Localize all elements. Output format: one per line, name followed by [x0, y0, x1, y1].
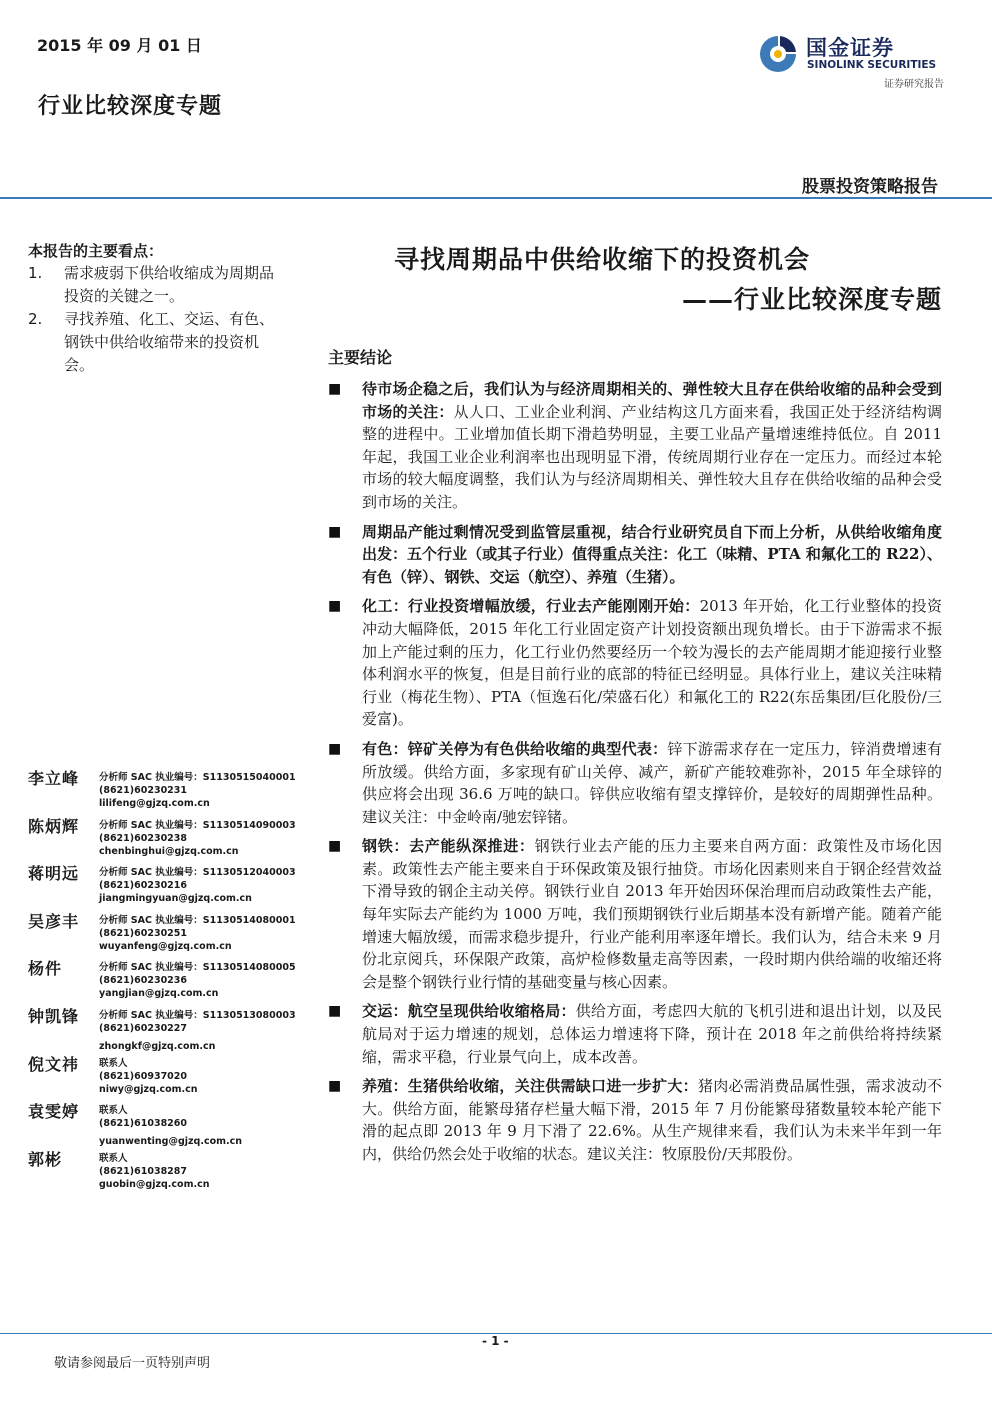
analyst-info-line: 联系人 — [99, 1105, 128, 1117]
analyst-info-line: (8621)60230227 — [99, 1022, 188, 1034]
highlights-heading: 本报告的主要看点： — [28, 242, 164, 260]
analyst-entry — [28, 1099, 318, 1147]
analyst-info-line: (8621)61038260 — [99, 1118, 188, 1130]
analyst-email: niwy@gjzq.com.cn — [99, 1083, 198, 1095]
conclusion-lead: 交运：航空呈现供给收缩格局： — [362, 1002, 576, 1021]
analyst-info — [99, 1057, 198, 1096]
conclusion-lead: 周期品产能过剩情况受到监管层重视，结合行业研究员自下而上分析，从供给收缩角度出发：五个行业（或其子行业）值得重点关注：化工（味精、PTA 和氟化工的 R22）、有色（锌）、钢铁、交运（航空）、养殖（生猪）。 — [362, 522, 942, 586]
square-bullet-icon: ■ — [328, 740, 342, 757]
report-date: 2015 年 09 月 01 日 — [37, 36, 202, 55]
analyst-email: chenbinghui@gjzq.com.cn — [99, 845, 239, 857]
conclusion-lead: 有色：锌矿关停为有色供给收缩的典型代表： — [362, 739, 668, 758]
conclusion-lead: 养殖：生猪供给收缩，关注供需缺口进一步扩大： — [362, 1077, 698, 1096]
analyst-info-line: (8621)60230236 — [99, 975, 188, 987]
conclusion-item — [328, 378, 942, 514]
analyst-info-line: 分析师 SAC 执业编号：S1130515040001 — [99, 772, 296, 783]
analyst-info-line: 分析师 SAC 执业编号：S1130514080001 — [99, 914, 296, 926]
conclusion-lead: 待市场企稳之后，我们认为与经济周期相关的、弹性较大且存在供给收缩的品种会受到市场的关注： — [362, 380, 942, 421]
conclusion-body: 钢铁行业去产能的压力主要来自两方面：政策性及市场化因素。政策性去产能主要来自于环保政策及银行抽贷。市场化因素则来自于钢企经营效益下滑导致的钢企主动关停。钢铁行业自 2013 年开始因环保治理而启动政策性去产能，每年实际去产能约为 1000 万吨，我们预期钢铁行业后期基本没有新增产能。随着产能增速大幅放缓，而需求稳步提升，行业产能利用率逐年增长。我们认为，结合未来 9 月份北京阅兵，环保限产政策，高炉检修数量走高等因素，一段时期内供给端的收缩还将会是整个钢铁行业行情的基础变量与核心因素。 — [362, 837, 942, 991]
conclusion-item — [328, 835, 942, 993]
highlights-list — [28, 262, 278, 377]
conclusion-item — [328, 1000, 942, 1068]
conclusion-lead: 化工：行业投资增幅放缓，行业去产能刚刚开始： — [362, 597, 700, 616]
analyst-info-line: (8621)60230231 — [99, 785, 188, 796]
analyst-info — [99, 866, 296, 905]
conclusions-heading: 主要结论 — [328, 348, 393, 367]
analyst-name: 吴彦丰 — [28, 911, 80, 931]
analyst-info — [99, 961, 296, 1000]
analyst-list — [28, 766, 318, 1194]
analyst-email: yuanwenting@gjzq.com.cn — [99, 1136, 243, 1148]
analyst-name: 郭彬 — [28, 1149, 63, 1169]
analyst-info — [99, 1152, 209, 1191]
conclusion-item — [328, 1075, 942, 1165]
square-bullet-icon: ■ — [328, 1003, 342, 1020]
square-bullet-icon: ■ — [328, 381, 342, 397]
analyst-info — [99, 1009, 296, 1053]
report-subtitle: ——行业比较深度专题 — [681, 285, 942, 314]
disclaimer-note: 敬请参阅最后一页特别声明 — [54, 1356, 211, 1371]
square-bullet-icon: ■ — [328, 598, 342, 615]
analyst-info — [99, 819, 296, 858]
analyst-entry — [28, 814, 318, 862]
analyst-entry — [28, 1147, 318, 1195]
conclusion-body: 供给方面，考虑四大航的飞机引进和退出计划，以及民航局对于运力增速的规划，总体运力增速将下降，预计在 2018 年之前供给将持续紧缩，需求平稳，行业景气向上，成本改善。 — [362, 1002, 942, 1066]
analyst-entry — [28, 956, 318, 1004]
doc-type-title: 行业比较深度专题 — [38, 93, 223, 119]
logo-subtitle: 证券研究报告 — [884, 79, 944, 90]
analyst-info-line: 联系人 — [99, 1057, 128, 1069]
analyst-info-line: 分析师 SAC 执业编号：S1130514080005 — [99, 962, 296, 974]
conclusion-body: 2013 年开始，化工行业整体的投资冲动大幅降低，2015 年化工行业固定资产计划投资额出现负增长。由于下游需求不振加上产能过剩的压力，化工行业仍然要经历一个较为漫长的去产能周期才能迎接行业整体利润水平的恢复，但是目前行业的底部的特征已经明显。具体行业上，建议关注味精行业（梅花生物）、PTA（恒逸石化/荣盛石化）和氟化工的 R22(东岳集团/巨化股份/三爱富)。 — [362, 597, 942, 729]
analyst-email: lilifeng@gjzq.com.cn — [99, 798, 210, 809]
analyst-entry — [28, 861, 318, 909]
conclusion-body: 从人口、工业企业利润、产业结构这几方面来看，我国正处于经济结构调整的进程中。工业增加值长期下滑趋势明显，主要工业品产量增速维持低位。自 2011 年起，我国工业企业利润率也出现明显下滑，传统周期行业存在一定压力。而经过本轮市场的较大幅度调整，我们认为与经济周期相关、弹性较大且存在供给收缩的品种会受到市场的关注。 — [362, 402, 942, 511]
square-bullet-icon: ■ — [328, 1078, 342, 1095]
highlight-text: 需求疲弱下供给收缩成为周期品投资的关键之一。 — [64, 264, 275, 305]
sinolink-logo-icon — [756, 32, 800, 76]
analyst-info-line: (8621)60230238 — [99, 832, 188, 844]
conclusion-body: 猪肉必需消费品属性强，需求波动不大。供给方面，能繁母猪存栏量大幅下滑，2015 年 7 月份能繁母猪数量较本轮产能下滑的起点即 2013 年 9 月下滑了 22.6%。从生产规律来看，我们认为未来半年到一年内，供给仍然会处于收缩的状态。建议关注：牧原股份/天邦股份。 — [362, 1077, 942, 1163]
report-type: 股票投资策略报告 — [802, 177, 938, 197]
analyst-email: yangjian@gjzq.com.cn — [99, 988, 219, 1000]
analyst-info-line: (8621)60937020 — [99, 1070, 188, 1082]
logo-text-en: SINOLINK SECURITIES — [807, 59, 937, 71]
conclusions-list — [328, 378, 942, 1166]
analyst-info — [99, 771, 296, 810]
conclusion-item — [328, 521, 942, 589]
analyst-name: 杨件 — [28, 959, 63, 979]
analyst-entry — [28, 1004, 318, 1052]
conclusion-body: 锌下游需求存在一定压力，锌消费增速有所放缓。供给方面，多家现有矿山关停、减产，新矿产能较难弥补，2015 年全球锌的供应将会出现 36.6 万吨的缺口。锌供应收缩有望支撑锌价，是较好的周期弹性品种。建议关注：中金岭南/驰宏锌锗。 — [362, 739, 942, 826]
logo-text-cn: 国金证券 — [806, 36, 894, 60]
conclusion-item — [328, 595, 942, 731]
analyst-email: wuyanfeng@gjzq.com.cn — [99, 940, 232, 952]
analyst-entry — [28, 1052, 318, 1100]
page-number: - 1 - — [482, 1334, 509, 1348]
analyst-name: 李立峰 — [28, 769, 80, 788]
analyst-info-line: 分析师 SAC 执业编号：S1130514090003 — [99, 819, 296, 831]
analyst-email: guobin@gjzq.com.cn — [99, 1178, 210, 1190]
analyst-email: jiangmingyuan@gjzq.com.cn — [99, 893, 252, 905]
analyst-entry — [28, 766, 318, 814]
analyst-email: zhongkf@gjzq.com.cn — [99, 1040, 216, 1052]
highlight-item — [28, 262, 278, 308]
conclusion-lead: 钢铁：去产能纵深推进： — [362, 837, 535, 856]
analyst-name: 钟凯锋 — [28, 1006, 80, 1026]
highlight-number: 2. — [28, 310, 43, 328]
analyst-info — [99, 1104, 242, 1148]
analyst-info-line: 联系人 — [99, 1152, 128, 1164]
conclusion-item — [328, 738, 942, 828]
analyst-info-line: 分析师 SAC 执业编号：S1130512040003 — [99, 867, 296, 879]
header-divider — [0, 197, 992, 199]
highlight-item — [28, 308, 278, 377]
company-logo — [756, 30, 946, 92]
square-bullet-icon: ■ — [328, 838, 342, 855]
analyst-info-line: 分析师 SAC 执业编号：S1130513080003 — [99, 1009, 296, 1021]
analyst-info-line: (8621)61038287 — [99, 1165, 188, 1177]
analyst-entry — [28, 909, 318, 957]
analyst-name: 倪文祎 — [28, 1054, 80, 1074]
analyst-info — [99, 914, 296, 953]
analyst-name: 陈炳辉 — [28, 816, 80, 836]
analyst-info-line: (8621)60230216 — [99, 880, 188, 892]
report-title: 寻找周期品中供给收缩下的投资机会 — [394, 245, 811, 274]
highlight-text: 寻找养殖、化工、交运、有色、钢铁中供给收缩带来的投资机会。 — [64, 310, 275, 374]
highlight-number: 1. — [28, 264, 43, 282]
square-bullet-icon: ■ — [328, 523, 342, 540]
analyst-info-line: (8621)60230251 — [99, 927, 188, 939]
analyst-name: 袁雯婷 — [28, 1102, 80, 1122]
analyst-name: 蒋明远 — [28, 864, 80, 884]
